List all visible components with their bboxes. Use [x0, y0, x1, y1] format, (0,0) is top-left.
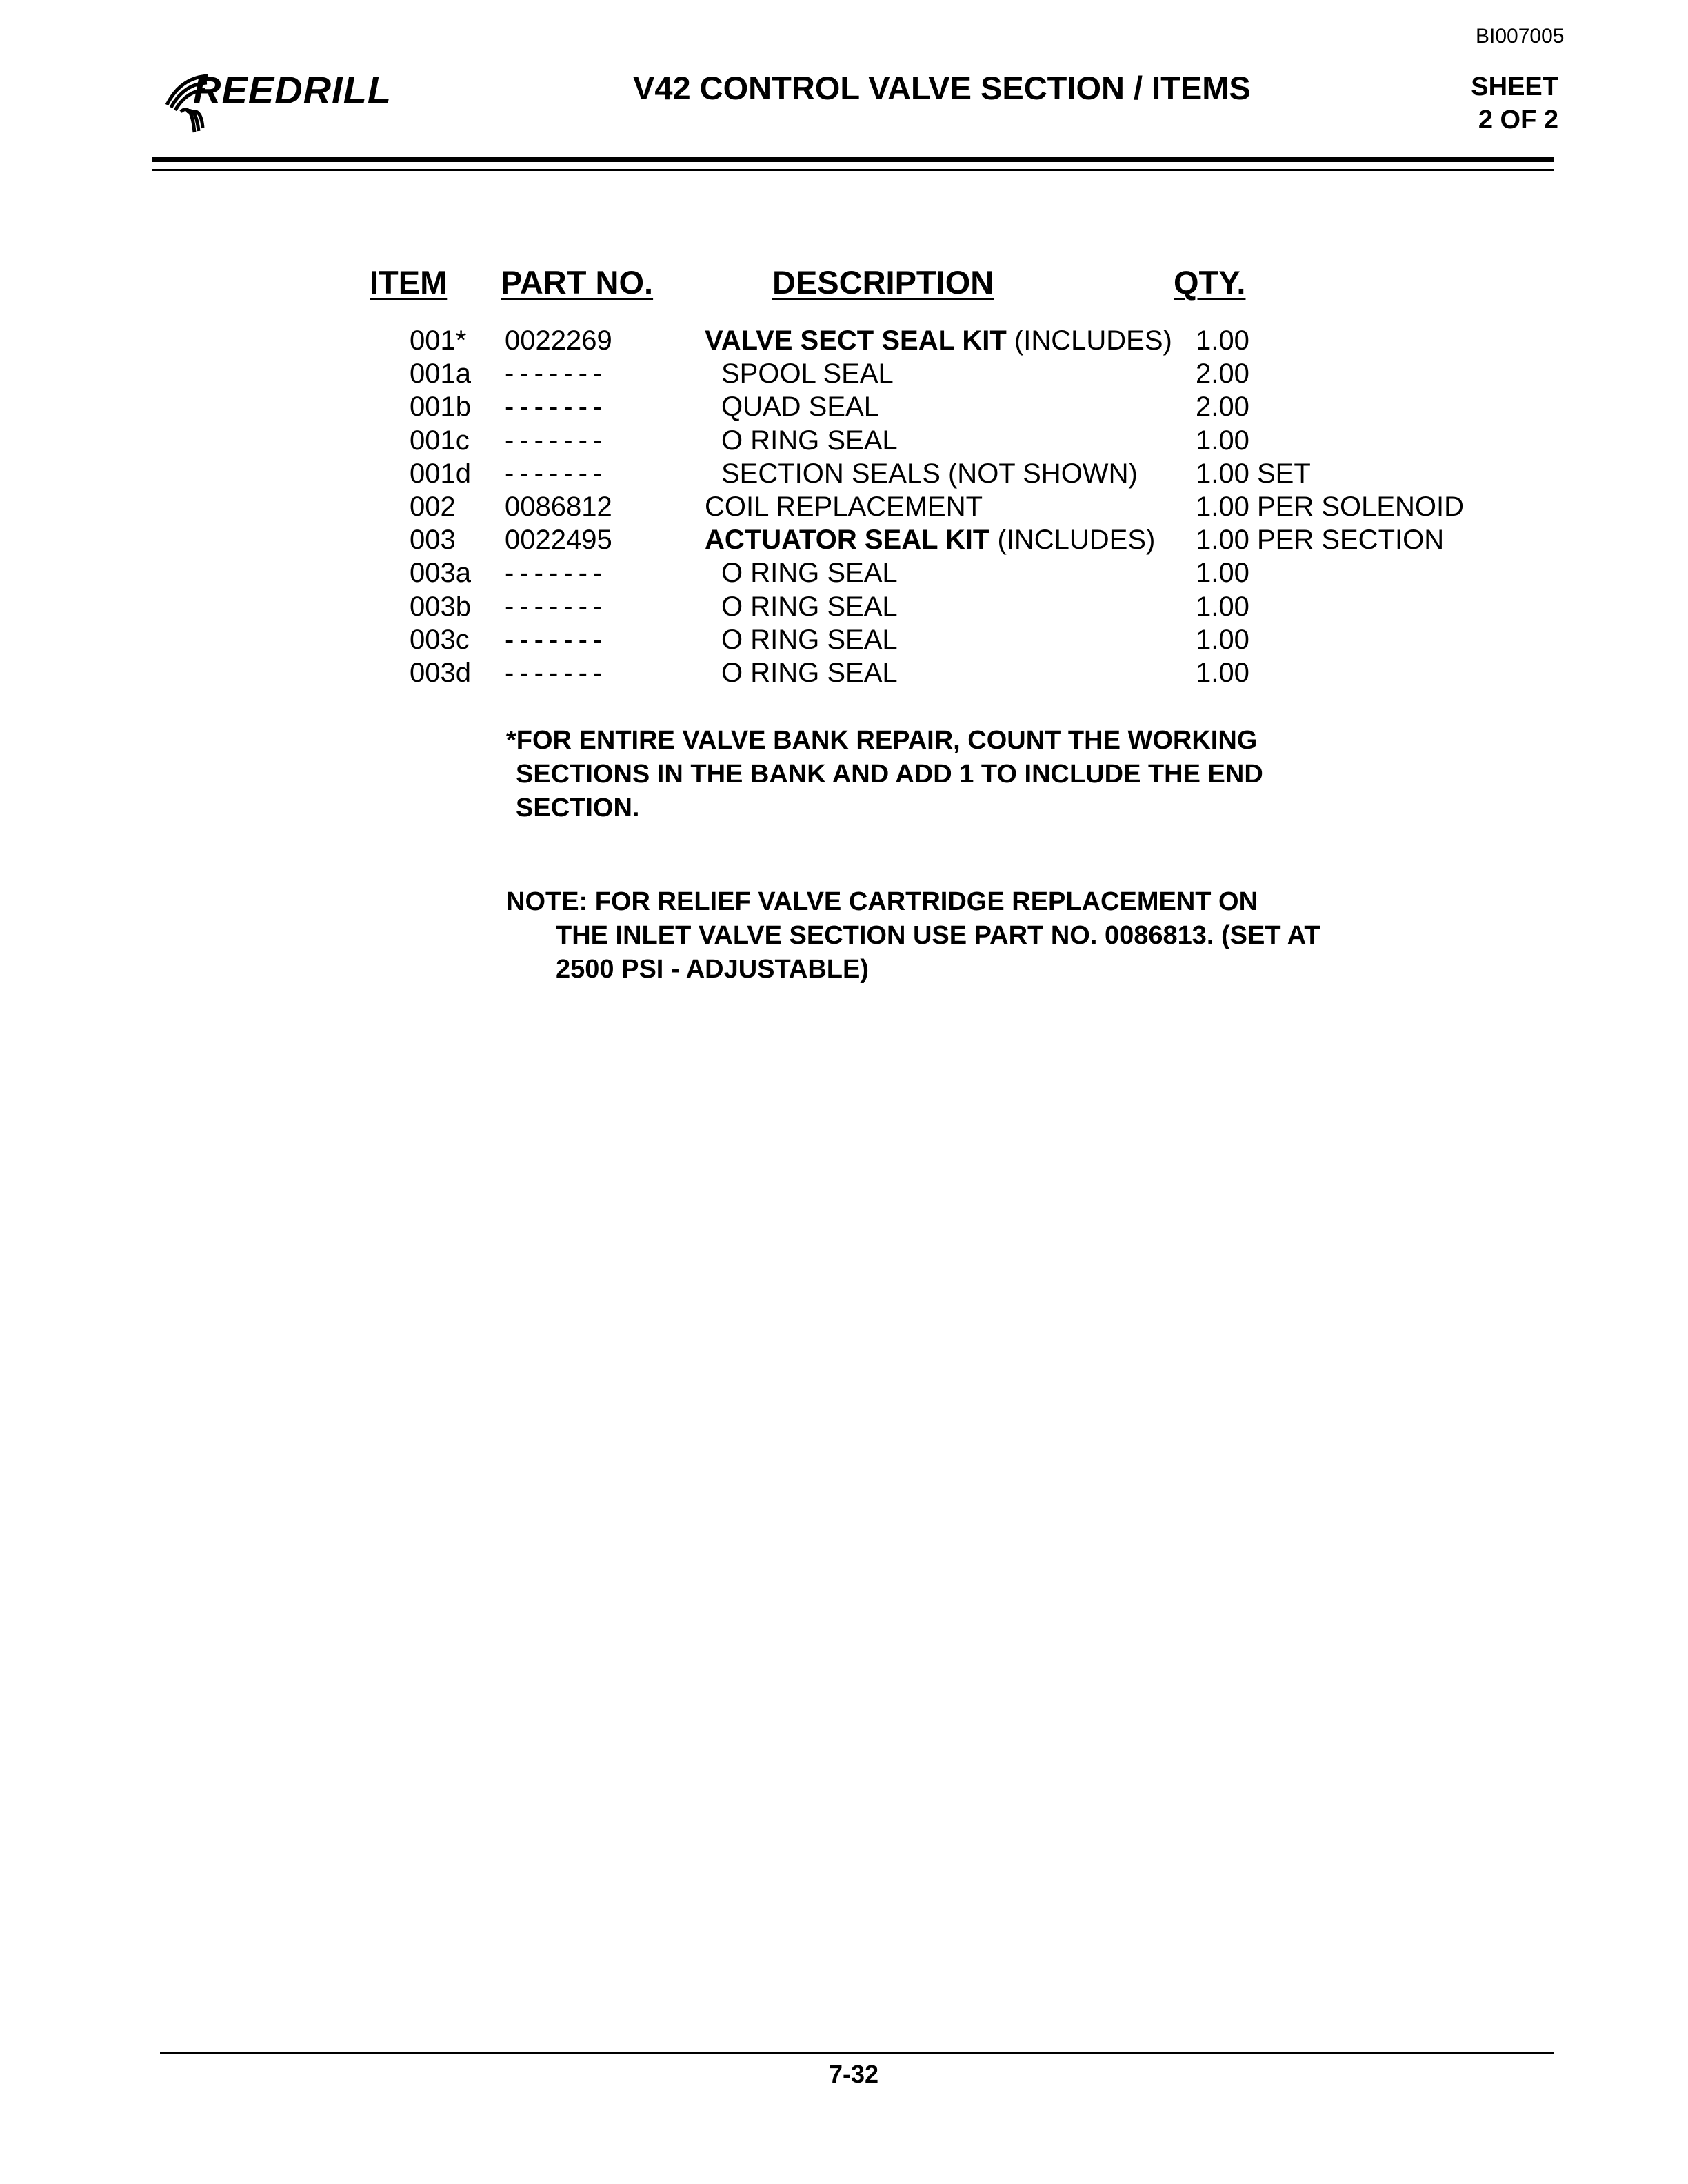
part-no-cell: ------- — [505, 657, 608, 688]
qty-cell: 2.00 — [1196, 358, 1249, 390]
description-cell: O RING SEAL — [721, 591, 898, 622]
table-row — [0, 390, 1688, 423]
column-header-part-no: PART NO. — [501, 264, 654, 301]
part-no-cell: 0022269 — [505, 325, 612, 356]
sheet-count: 2 OF 2 — [1478, 105, 1558, 134]
description-cell: SPOOL SEAL — [721, 358, 894, 390]
header-rule-thick — [152, 157, 1554, 162]
document-id: BI007005 — [1476, 25, 1565, 48]
relief-valve-note — [506, 885, 1471, 987]
column-header-description: DESCRIPTION — [772, 264, 994, 301]
page-number: 7-32 — [829, 2060, 879, 2088]
item-cell: 002 — [410, 491, 456, 522]
part-no-cell: ------- — [505, 558, 608, 589]
header-rule-thin — [152, 169, 1554, 171]
footer-rule — [160, 2052, 1554, 2054]
qty-cell: 1.00 PER SOLENOID — [1196, 491, 1465, 522]
description-cell: COIL REPLACEMENT — [705, 491, 983, 522]
kit-name: VALVE SECT SEAL KIT — [705, 325, 1007, 356]
table-row — [0, 523, 1688, 556]
item-cell: 001b — [410, 392, 471, 423]
table-row — [0, 556, 1688, 589]
item-cell: 003 — [410, 525, 456, 556]
description-cell — [705, 523, 1155, 556]
logo-wordmark: REEDRILL — [193, 68, 392, 112]
footnote-line: SECTIONS IN THE BANK AND ADD 1 TO INCLUDE THE END — [516, 760, 1263, 789]
note-line: THE INLET VALVE SECTION USE PART NO. 0086813. (SET AT — [556, 921, 1320, 950]
item-cell: 003c — [410, 624, 470, 655]
qty-cell: 1.00 PER SECTION — [1196, 525, 1445, 556]
table-row — [0, 656, 1688, 689]
table-row — [0, 490, 1688, 523]
item-cell: 001a — [410, 358, 471, 390]
table-row — [0, 324, 1688, 357]
column-header-qty: QTY. — [1174, 264, 1246, 301]
table-row — [0, 424, 1688, 457]
description-cell: O RING SEAL — [721, 624, 898, 655]
item-cell: 001c — [410, 425, 470, 456]
part-no-cell: ------- — [505, 624, 608, 655]
part-no-cell: 0022495 — [505, 525, 612, 556]
part-no-cell: ------- — [505, 358, 608, 390]
item-cell: 001d — [410, 458, 471, 489]
part-no-cell: 0086812 — [505, 491, 612, 522]
qty-cell: 1.00 — [1196, 591, 1249, 622]
qty-cell: 1.00 — [1196, 657, 1249, 688]
item-cell: 003a — [410, 558, 471, 589]
description-suffix: (INCLUDES) — [989, 525, 1156, 556]
description-cell: O RING SEAL — [721, 657, 898, 688]
description-suffix: (INCLUDES) — [1006, 325, 1172, 356]
item-cell: 001* — [410, 325, 467, 356]
note-line: NOTE: FOR RELIEF VALVE CARTRIDGE REPLACEMENT ON — [506, 887, 1258, 916]
part-no-cell: ------- — [505, 458, 608, 489]
note-line: 2500 PSI - ADJUSTABLE) — [556, 955, 869, 984]
table-row — [0, 457, 1688, 490]
kit-name: ACTUATOR SEAL KIT — [705, 525, 990, 556]
qty-cell: 1.00 SET — [1196, 458, 1311, 489]
page-title: V42 CONTROL VALVE SECTION / ITEMS — [633, 70, 1251, 106]
description-cell: SECTION SEALS (NOT SHOWN) — [721, 458, 1138, 489]
sheet-label: SHEET — [1471, 72, 1558, 101]
description-cell: QUAD SEAL — [721, 392, 879, 423]
table-row — [0, 357, 1688, 390]
footnote-line: *FOR ENTIRE VALVE BANK REPAIR, COUNT THE WORKING — [506, 726, 1258, 755]
description-cell — [705, 324, 1172, 357]
qty-cell: 1.00 — [1196, 624, 1249, 655]
qty-cell: 1.00 — [1196, 325, 1249, 356]
part-no-cell: ------- — [505, 591, 608, 622]
description-cell: O RING SEAL — [721, 425, 898, 456]
part-no-cell: ------- — [505, 425, 608, 456]
qty-cell: 2.00 — [1196, 392, 1249, 423]
repair-footnote — [506, 724, 1403, 825]
parts-table — [0, 324, 1688, 689]
table-row — [0, 623, 1688, 656]
sheet-indicator — [1448, 70, 1558, 136]
qty-cell: 1.00 — [1196, 425, 1249, 456]
reedrill-logo — [153, 63, 443, 139]
footnote-line: SECTION. — [516, 793, 640, 822]
part-no-cell: ------- — [505, 392, 608, 423]
description-cell: O RING SEAL — [721, 558, 898, 589]
item-cell: 003b — [410, 591, 471, 622]
item-cell: 003d — [410, 657, 471, 688]
table-row — [0, 590, 1688, 623]
column-header-item: ITEM — [370, 264, 448, 301]
qty-cell: 1.00 — [1196, 558, 1249, 589]
